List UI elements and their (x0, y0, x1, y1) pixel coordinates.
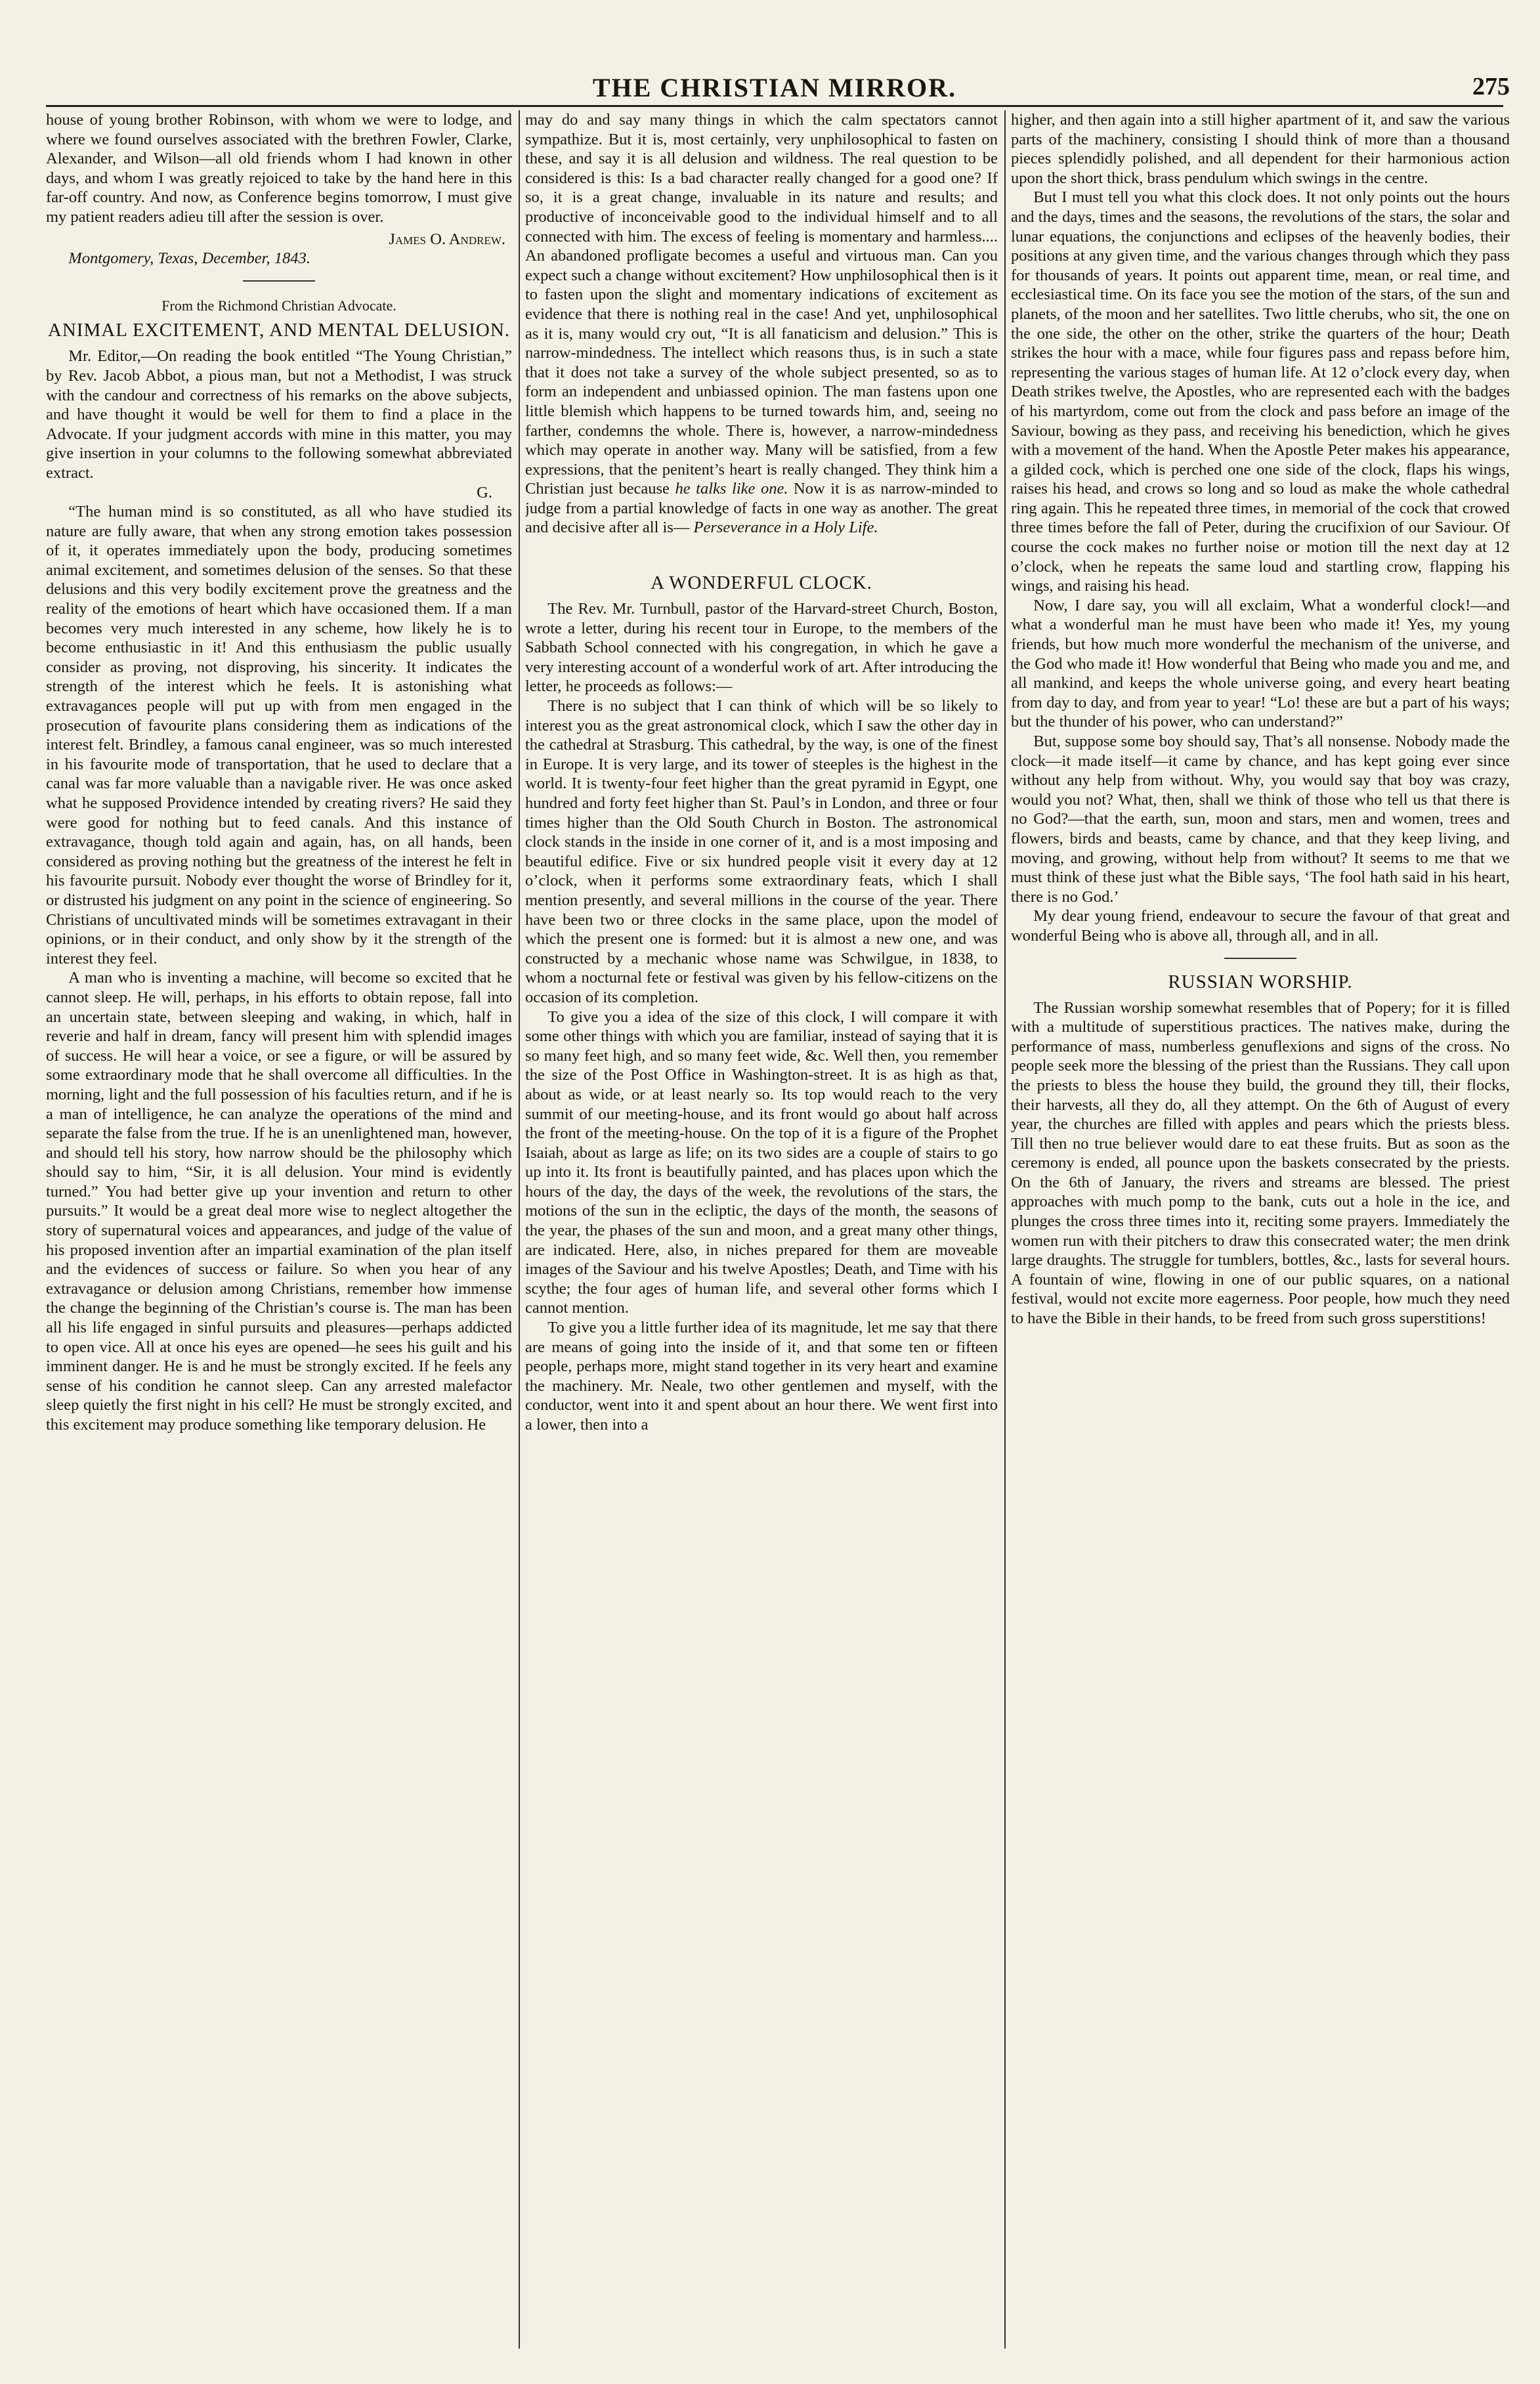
column-divider-1 (519, 110, 520, 2349)
newspaper-title: THE CHRISTIAN MIRROR. (592, 73, 957, 102)
section-rule (1224, 958, 1296, 959)
column-1 (46, 110, 512, 2355)
body-paragraph-continued: higher, and then again into a still higher apartment of it, and saw the various parts of the machinery, consisting I should think of more than a thousand pieces splendidly polished, and all dependent for their harmonious action upon the short thick, brass pendulum which swings in the centre. (1011, 111, 1510, 187)
body-paragraph-turnbull: The Rev. Mr. Turnbull, pastor of the Harvard-street Church, Boston, wrote a letter, during his recent tour in Europe, to the members of the Sabbath School connected with his congregation, in which he gave a very interesting account of a wonderful work of art. After introducing the letter, he proceeds as follows:— (525, 600, 998, 696)
body-paragraph-magnitude: To give you a little further idea of its magnitude, let me say that there are means of going into the inside of it, and that some ten or fifteen people, perhaps more, might stand together in its very heart and examine the machinery. Mr. Neale, two other gentlemen and myself, with the conductor, went into it and spent about an hour there. We went first into a lower, then into a (525, 1319, 998, 1434)
body-paragraph-strasburg: There is no subject that I can think of which will be so likely to interest you as the great astronomical clock, which I saw the other day in the cathedral at Strasburg. This cathedral, by the way, is one of the finest in Europe. It is very large, and its tower of steeples is the highest in the world. It is twenty-four feet higher than the great pyramid in Egypt, one hundred and forty feet higher than St. Paul’s in London, and three or four times higher than the Old South Church in Boston. The astronomical clock stands in the inside in one corner of it, and is a most imposing and beautiful edifice. Five or six hundred people visit it every day at 12 o’clock, when it performs some extraordinary feats, which I shall mention presently, and several millions in the course of the year. There have been two or three clocks in the same place, upon the model of which the present one is formed: but it is almost a new one, and was constructed by a mechanic whose name was Schwilgue, in 1838, to whom a nocturnal fete or festival was given by his fellow-citizens on the occasion of its completion. (525, 697, 998, 1006)
body-paragraph-machine: A man who is inventing a machine, will become so excited that he cannot sleep. He will, perhaps, in his efforts to obtain repose, fall into an uncertain state, between sleeping and waking, in which, half in reverie and half in dream, fancy will present him with splendid images of success. He will hear a voice, or see a figure, or will be assured by some extraordinary mode that he shall overcome all difficulties. In the morning, light and the full possession of his faculties return, and if he is a man of intelligence, he can analyze the operations of the mind and separate the false from the true. If he is an unenlightened man, however, and should tell his story, how narrow should be the philosophy which should say to him, “Sir, it is all delusion. Your mind is evidently turned.” You had better give up your invention and return to other pursuits.” It would be a great deal more wise to neglect altogether the story of supernatural voices and appearances, and judge of the value of his proposed invention after an impartial examination of the plan itself and the evidences of success or failure. So when you hear of any extravagance or delusion among Christians, remember how immense the change the beginning of the Christian’s course is. The man has been all his life engaged in sinful pursuits and pleasures—perhaps addicted to open vice. All at once his eyes are opened—he sees his guilt and his imminent danger. He is and he must be strongly excited. If he feels any sense of his condition he cannot sleep. Can any arrested malefactor sleep quietly the first night in his cell? He must be strongly excited, and this excitement may produce something like temporary delusion. He (46, 969, 512, 1434)
masthead (39, 72, 1510, 105)
continued-text: may do and say many things in which the calm spectators cannot sympathize. But it is, most certainly, very unphilosophical to fasten on these, and say it is all delusion and wildness. The real question to be considered is this: Is a bad character really changed for a good one? If so, it is a great change, invaluable in its nature and results; and productive of inconceivable good to the individual himself and to all connected with him. The excess of feeling is momentary and harmless.... An abandoned profligate becomes a useful and virtuous man. Can you expect such a change without excitement? How unphilosophical then is it to fasten upon the slight and momentary indications of excitement as evidence that there is nothing real in the case! And yet, unphilosophical as it is, many would cry out, “It is all fanaticism and delusion.” This is narrow-mindedness. The intellect which reasons thus, is in such a state that it does not take a survey of the whole subject presented, so as to form an independent and unbiassed opinion. The man fastens upon one little blemish which happens to be turned towards him, and, seeing no farther, condemns the whole. There is, however, a narrow-mindedness which may operate in another way. Many will be satisfied, from a few expressions, that the penitent’s heart is really changed. They think him a Christian just because (525, 111, 998, 498)
article-heading-wonderful-clock: A WONDERFUL CLOCK. (651, 572, 872, 594)
body-paragraph-exclaim: Now, I dare say, you will all exclaim, What a wonderful clock!—and what a wonderful man he must have been who made it! Yes, my young friends, but how much more wonderful the mechanism of the universe, and the God who made it! How wonderful that Being who made you and me, and all mankind, and keeps the whole universe going, and every heart beating from day to day, and from year to year! “Lo! these are but a part of his ways; but the thunder of his power, who can understand?” (1011, 596, 1510, 731)
column-divider-2 (1004, 110, 1006, 2349)
continued-text-2: Now it is as narrow-minded to judge from a partial knowledge of facts in one way as another. The great and decisive after all is— (525, 480, 998, 537)
column-3 (1011, 110, 1510, 2355)
letter-initial: G. (477, 483, 492, 501)
body-paragraph-suppose: But, suppose some boy should say, That’s all nonsense. Nobody made the clock—it made itself—it came by chance, and has kept going ever since without any help from without. Why, you would say that boy was crazy, would you not? What, then, shall we think of those who tell us that there is no God?—that the earth, sun, moon and stars, men and women, trees and flowers, birds and beasts, came by chance, and that they keep living, and moving, and growing, without help from without? It seems to me that we must think of these just what the Bible says, ‘The fool hath said in his heart, there is no God.’ (1011, 733, 1510, 906)
section-rule (243, 280, 315, 282)
letter-conclusion: house of young brother Robinson, with whom we were to lodge, and where we found ourselves associated with the brethren Fowler, Clarke, Alexander, and Wilson—all old friends whom I had known in other days, and whom I was greatly rejoiced to take by the hand here in this far-off country. And now, as Conference begins tomorrow, I must give my patient readers adieu till after the session is over. (46, 111, 512, 226)
body-paragraph-human-mind: “The human mind is so constituted, as all who have studied its nature are fully aware, that when any strong emotion takes possession of it, it operates immediately upon the body, producing sometimes animal excitement, and sometimes delusion of the senses. So that these delusions and this very bodily excitement prove the greatness and the reality of the emotions of heart which have occasioned them. If a man becomes very much interested in any scheme, how likely he is to become enthusiastic in it! And this enthusiasm the public usually consider as proving, not disproving, his sincerity. It indicates the strength of the interest which he feels. It is astonishing what extravagances people will put up with from men engaged in the prosecution of favourite plans considering them as indications of the interest felt. Brindley, a famous canal engineer, was so much interested in his favourite mode of transportation, that he used to declare that a canal was far more valuable than a navigable river. He was once asked what he supposed Providence intended by creating rivers? He said they were good for nothing but to feed canals. And this instance of extravagance, though told again and again, has, on all hands, been considered as proving nothing but the greatness of the interest he felt in his favourite pursuit. Nobody ever thought the worse of Brindley for it, or distrusted his judgment on any point in the science of engineering. So Christians of uncultivated minds will be sometimes extravagant in their opinions, or in their conduct, and only show by it the strength of the interest they feel. (46, 503, 512, 968)
body-paragraph-dear-friend: My dear young friend, endeavour to secure the favour of that great and wonderful Being who is above all, through all, and in all. (1011, 907, 1510, 945)
italic-phrase: he talks like one. (675, 480, 788, 498)
editor-letter-paragraph: Mr. Editor,—On reading the book entitled “The Young Christian,” by Rev. Jacob Abbot, a pious man, but not a Methodist, I was struck with the candour and correctness of his remarks on the above subjects, and have thought it would be well for them to find a place in the Advocate. If your judgment accords with mine in this matter, you may give insertion in your columns to the following somewhat abbreviated extract. (46, 347, 512, 482)
letter-dateline: Montgomery, Texas, December, 1843. (68, 249, 310, 268)
letter-signature: James O. Andrew. (389, 230, 505, 248)
body-paragraph-continued (525, 110, 998, 538)
closing-italic: Perseverance in a Holy Life. (693, 519, 878, 537)
column-2 (525, 110, 998, 2355)
body-paragraph-clock-does: But I must tell you what this clock does. It not only points out the hours and the days, times and the seasons, the revolutions of the stars, the solar and lunar equations, the conjunctions and eclipses of the heavenly bodies, their positions at any given time, and the various changes through which they pass for thousands of years. It points out apparent time, mean, or real time, and ecclesiastical time. On its face you see the motion of the stars, of the sun and planets, of the moon and her satellites. Two little cherubs, who sit, the one on the one side, the other on the other, strike the quarters of the hour; Death strikes the hour with a mace, while four figures pass and repass before him, representing the various stages of human life. At 12 o’clock every day, when Death strikes twelve, the Apostles, who are represented each with the badges of his martyrdom, come out from the clock and pass before an image of the Saviour, bowing as they pass, and receiving his benediction, which he gives with a movement of the hand. When the Apostle Peter makes his appearance, a gilded cock, which is perched one one side of the clock, flaps his wings, raises his head, and crows so long and so loud as make the whole cathedral ring again. This he repeated three times, in memorial of the cock that crowed three times before the fall of Peter, during the crucifixion of our Saviour. Of course the cock makes no further noise or motion till the next day at 12 o’clock, when he repeats the same loud and startling crow, flapping his wings, and raising his head. (1011, 188, 1510, 595)
article-heading-russian-worship: RUSSIAN WORSHIP. (1168, 971, 1353, 992)
page-number: 275 (1472, 73, 1510, 100)
article-source: From the Richmond Christian Advocate. (161, 297, 396, 314)
body-paragraph-russian: The Russian worship somewhat resembles that of Popery; for it is filled with a multitude of superstitious practices. The natives make, during the performance of mass, numberless genuflexions and signs of the cross. No people seek more the blessing of the priest than the Russians. They call upon the priests to bless the house they build, the ground they till, their flocks, their harvests, all they do, all they attempt. On the 6th of August of every year, the churches are filled with apples and pears which the priests bless. Till then no true believer would dare to eat these fruits. But as soon as the ceremony is ended, all pounce upon the baskets consecrated by the priests. On the 6th of January, the rivers and streams are blessed. The priest approaches with much pomp to the bank, cuts out a hole in the ice, and plunges the cross three times into it, reciting some prayers. Immediately the women run with their pitchers to draw this consecrated water; the men drink large draughts. The struggle for tumblers, bottles, &c., lasts for several hours. A fountain of wine, flowing in one of our public squares, on a national festival, would not excite more eagerness. Poor people, how much they need to have the Bible in their hands, to be freed from such gross superstitions! (1011, 998, 1510, 1328)
article-heading-animal-excitement: ANIMAL EXCITEMENT, AND MENTAL DELUSION. (47, 320, 511, 341)
body-paragraph-size: To give you a idea of the size of this clock, I will compare it with some other things with which you are familiar, instead of saying that it is so many feet high, and so many feet wide, &c. Well then, you remember the size of the Post Office in Washington-street. It is as high as that, about as wide, or at least nearly so. Its top would reach to the very summit of our meeting-house, and its front would go about half across the front of the meeting-house. On the top of it is a figure of the Prophet Isaiah, about as large as life; on its two sides are a couple of stairs to go up into it. Its front is beautifully painted, and has places upon which the hours of the day, the days of the week, the revolutions of the stars, the motions of the sun in the ecliptic, the days of the month, the seasons of the year, the phases of the sun and moon, and a great many other things, are indicated. Here, also, in niches prepared for them are moveable images of the Saviour and his twelve Apostles; Death, and Time with his scythe; the four ages of human life, and several other forms which I cannot mention. (525, 1008, 998, 1317)
header-rule (46, 105, 1503, 107)
